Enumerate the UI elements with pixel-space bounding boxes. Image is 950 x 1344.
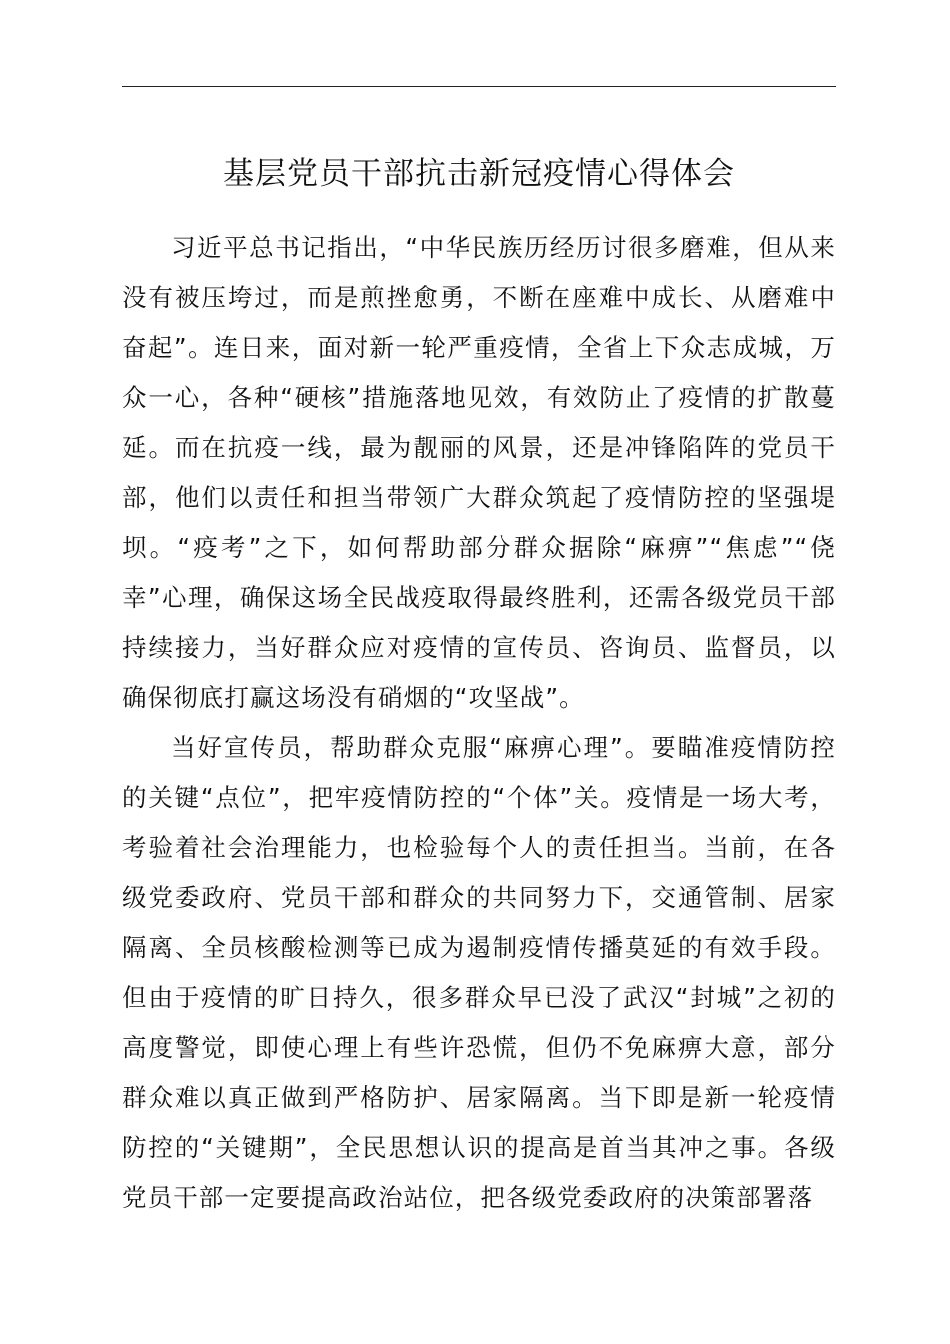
document-title: 基层党员干部抗击新冠疫情心得体会 — [223, 156, 735, 192]
paragraph-2: 当好宣传员，帮助群众克服“麻痹心理”。要瞄准疫情防控的关键“点位”，把牢疫情防控的“个体”关。疫情是一场大考，考验着社会治理能力，也检验每个人的责任担当。当前，在各级党委政府、党员干部和群众的共同努力下，交通管制、居家隔离、全员核酸检测等已成为遏制疫情传播莫延的有效手段。但由于疫情的旷日持久，很多群众早已没了武汉“封城”之初的高度警觉，即使心理上有些许恐慌，但仍不免麻痹大意，部分群众难以真正做到严格防护、居家隔离。当下即是新一轮疫情防控的“关键期”，全民思想认识的提高是首当其冲之事。各级党员干部一定要提高政治站位，把各级党委政府的决策部署落 — [122, 733, 836, 1212]
paragraph-1: 习近平总书记指出，“中华民族历经历讨很多磨难，但从来没有被压垮过，而是煎挫愈勇，不断在座难中成长、从磨难中奋起”。连日来，面对新一轮严重疫情，全省上下众志成城，万众一心，各种“硬核”措施落地见效，有效防止了疫情的扩散蔓延。而在抗疫一线，最为靓丽的风景，还是冲锋陷阵的党员干部，他们以责任和担当带领广大群众筑起了疫情防控的坚强堤坝。“疫考”之下，如何帮助部分群众据除“麻痹”“焦虑”“侥幸”心理，确保这场全民战疫取得最终胜利，还需各级党员干部持续接力，当好群众应对疫情的宣传员、咨询员、监督员，以确保彻底打赢这场没有硝烟的“攻坚战”。 — [122, 233, 836, 712]
document-body — [122, 223, 836, 1223]
header-rule — [122, 86, 836, 87]
